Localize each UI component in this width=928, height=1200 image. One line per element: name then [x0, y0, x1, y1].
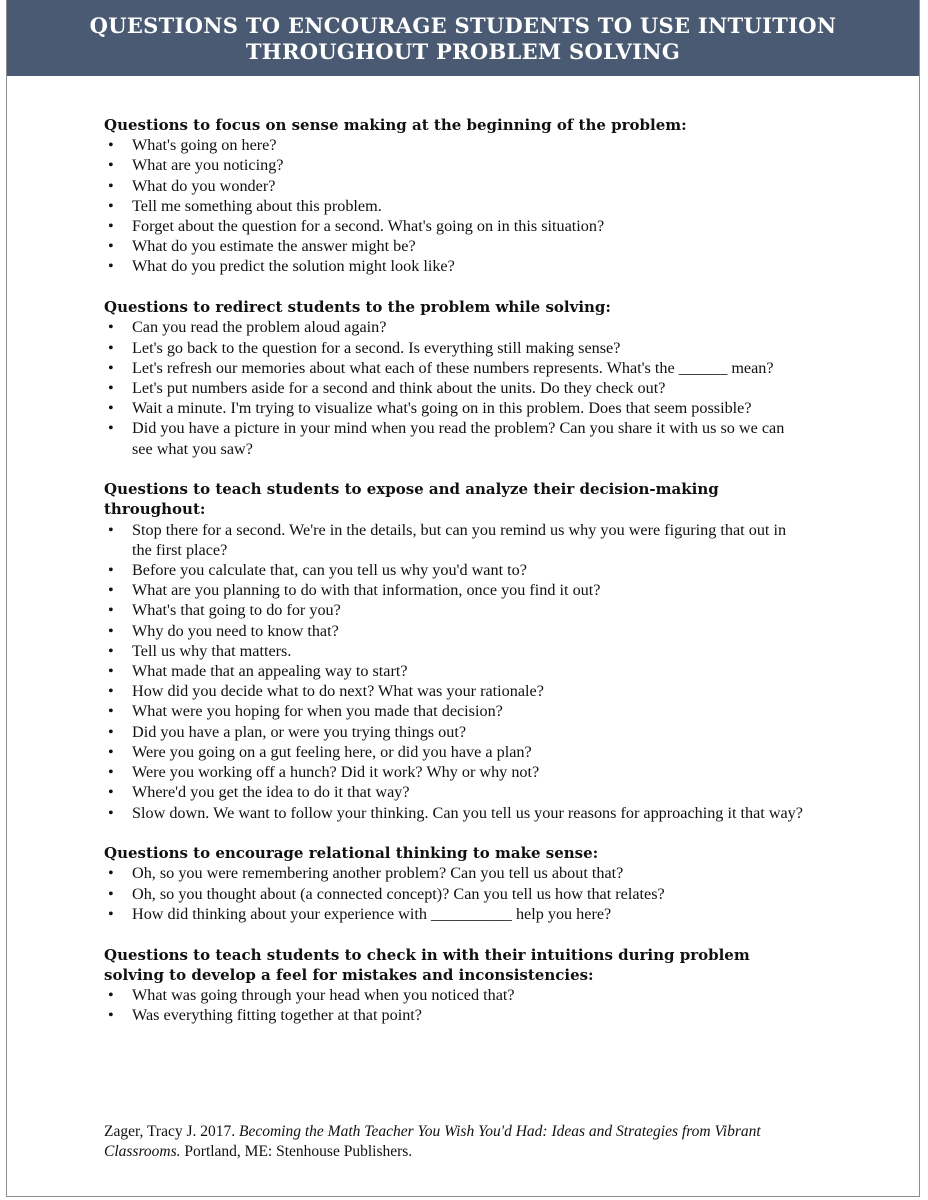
title-line-2: THROUGHOUT PROBLEM SOLVING — [245, 39, 681, 64]
question-section — [104, 945, 804, 1026]
question-item: • Was everything fitting together at that point? — [104, 1005, 804, 1025]
citation-author: Zager, Tracy J. 2017. — [104, 1123, 236, 1140]
question-item: • What was going through your head when you noticed that? — [104, 985, 804, 1005]
question-item: • Tell us why that matters. — [104, 641, 804, 661]
section-heading: Questions to encourage relational thinking to make sense: — [104, 844, 599, 863]
question-section — [104, 115, 804, 277]
title-banner — [7, 0, 919, 76]
question-item: • Why do you need to know that? — [104, 621, 804, 641]
question-item: • Did you have a plan, or were you trying things out? — [104, 722, 804, 742]
question-item: • What are you planning to do with that information, once you find it out? — [104, 580, 804, 600]
question-item: • What's going on here? — [104, 135, 804, 155]
question-section — [104, 843, 804, 924]
question-list — [104, 135, 804, 276]
question-item: • Were you going on a gut feeling here, or did you have a plan? — [104, 742, 804, 762]
question-item: • How did you decide what to do next? What was your rationale? — [104, 681, 804, 701]
question-item: • Slow down. We want to follow your thinking. Can you tell us your reasons for approaching it that way? — [104, 803, 804, 823]
question-item: • What are you noticing? — [104, 155, 804, 175]
question-item: • Wait a minute. I'm trying to visualize what's going on in this problem. Does that seem possible? — [104, 398, 804, 418]
question-item: • Before you calculate that, can you tell us why you'd want to? — [104, 560, 804, 580]
question-item: • Stop there for a second. We're in the details, but can you remind us why you were figuring that out in the first place? — [104, 520, 804, 560]
question-item: • What do you wonder? — [104, 176, 804, 196]
question-item: • What do you predict the solution might look like? — [104, 256, 804, 276]
question-item: • Forget about the question for a second. What's going on in this situation? — [104, 216, 804, 236]
citation-title: Becoming the Math Teacher You Wish You'd Had: Ideas and Strategies from Vibrant Classrooms. — [104, 1123, 761, 1160]
question-item: • What do you estimate the answer might be? — [104, 236, 804, 256]
question-item: • Tell me something about this problem. — [104, 196, 804, 216]
citation — [104, 1122, 824, 1162]
question-item: • Let's refresh our memories about what each of these numbers represents. What's the ______ mean? — [104, 358, 804, 378]
question-item: • Oh, so you thought about (a connected concept)? Can you tell us how that relates? — [104, 884, 804, 904]
question-section — [104, 297, 804, 459]
question-list — [104, 520, 804, 823]
question-item: • Let's go back to the question for a second. Is everything still making sense? — [104, 338, 804, 358]
question-item: • Did you have a picture in your mind when you read the problem? Can you share it with us so we can see what you saw? — [104, 418, 804, 458]
question-sections — [104, 115, 804, 1046]
citation-publisher: Portland, ME: Stenhouse Publishers. — [184, 1143, 413, 1160]
question-list — [104, 985, 804, 1025]
section-heading: Questions to teach students to expose and analyze their decision-making throughout: — [104, 480, 719, 519]
question-item: • What made that an appealing way to start? — [104, 661, 804, 681]
question-item: • Where'd you get the idea to do it that way? — [104, 782, 804, 802]
question-item: • What's that going to do for you? — [104, 600, 804, 620]
question-list — [104, 317, 804, 458]
question-item: • How did thinking about your experience with __________ help you here? — [104, 904, 804, 924]
question-item: • Can you read the problem aloud again? — [104, 317, 804, 337]
question-section — [104, 479, 804, 822]
question-item: • Let's put numbers aside for a second and think about the units. Do they check out? — [104, 378, 804, 398]
title-line-1: QUESTIONS TO ENCOURAGE STUDENTS TO USE INTUITION — [89, 13, 837, 38]
section-heading: Questions to focus on sense making at the beginning of the problem: — [104, 116, 687, 134]
section-heading: Questions to redirect students to the problem while solving: — [104, 298, 611, 317]
question-item: • Were you working off a hunch? Did it work? Why or why not? — [104, 762, 804, 782]
question-list — [104, 863, 804, 924]
section-heading: Questions to teach students to check in with their intuitions during problem solving to develop a feel for mistakes and inconsistencies: — [104, 945, 750, 984]
question-item: • What were you hoping for when you made that decision? — [104, 701, 804, 721]
question-item: • Oh, so you were remembering another problem? Can you tell us about that? — [104, 863, 804, 883]
